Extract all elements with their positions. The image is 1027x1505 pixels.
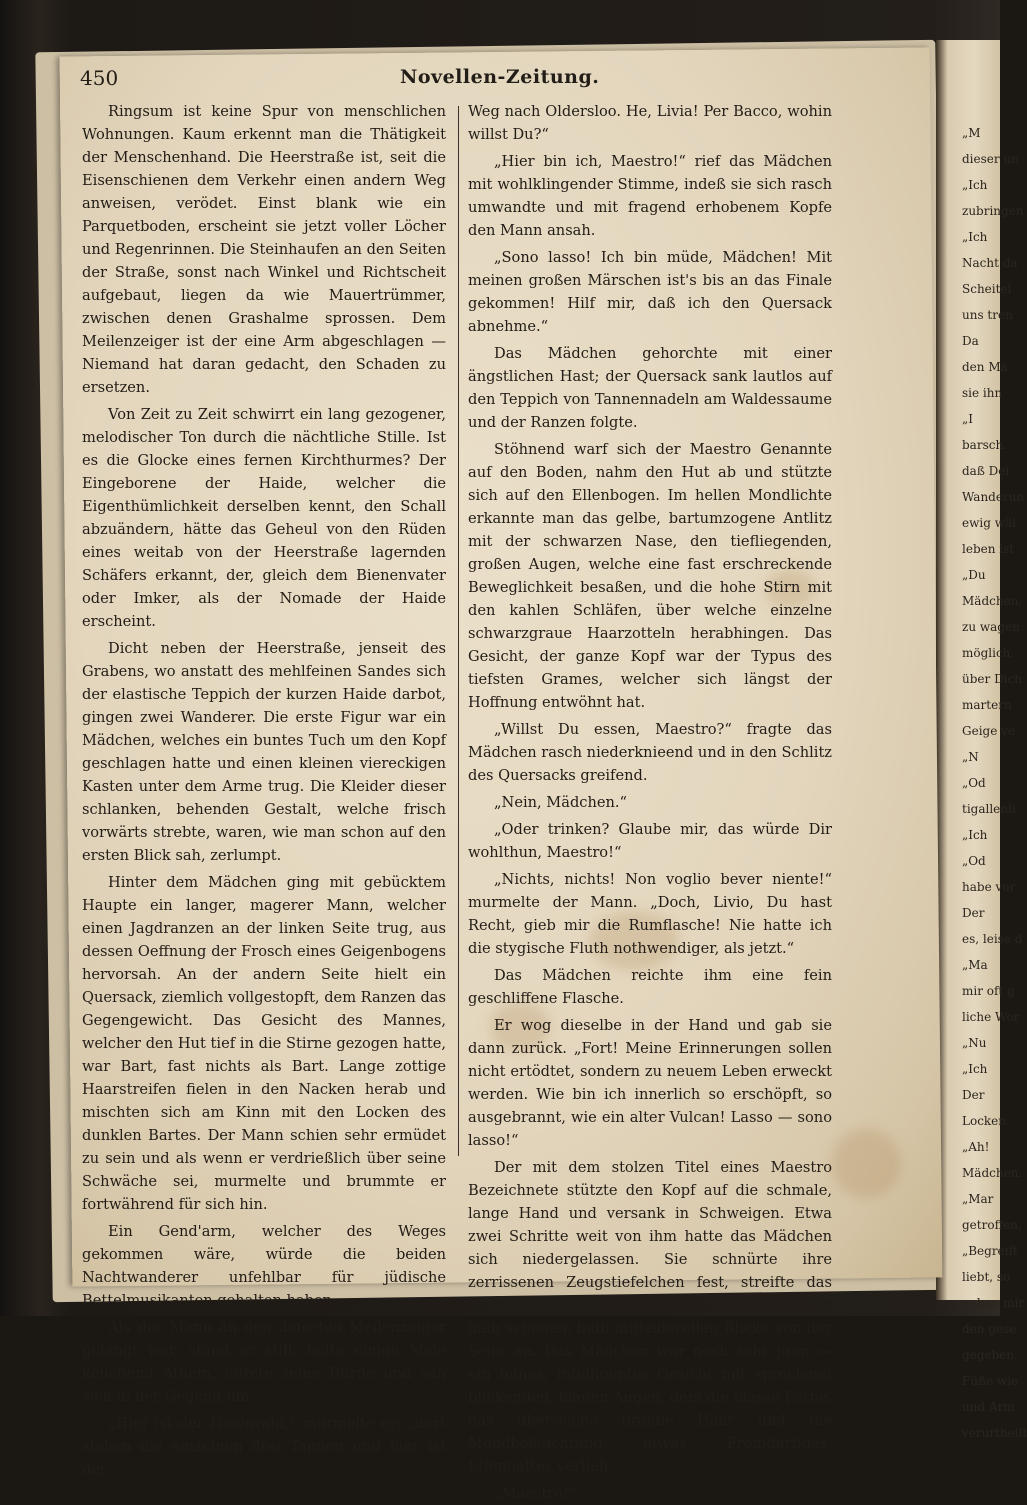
next-page-fragment: „M	[962, 126, 981, 140]
paragraph: „Hier bin ich, Maestro!“ rief das Mädchen mit wohlklingender Stimme, indeß sie sich rasch umwandte und mit fragend erhobenem Kopfe den Mann ansah.	[468, 153, 832, 239]
left-column	[82, 100, 446, 1481]
next-page-fragment: „Od	[962, 854, 986, 868]
next-page-fragment: gegeben.	[962, 1348, 1018, 1362]
next-page-fragment: dieser un	[962, 152, 1019, 166]
paragraph: Weg nach Oldersloo. He, Livia! Per Bacco, wohin willst Du?“	[468, 103, 832, 143]
paragraph: „Nichts, nichts! Non voglio bever niente!“ murmelte der Mann. „Doch, Livio, Du hast Recht, gieb mir die Rumflasche! Nie hatte ich die stygische Fluth nothwendiger, als jetzt.“	[468, 871, 832, 957]
next-page-fragment: tigallenli	[962, 802, 1016, 816]
next-page-fragment: „Od	[962, 776, 986, 790]
paragraph: „Oder trinken? Glaube mir, das würde Dir wohlthun, Maestro!“	[468, 821, 832, 861]
next-page-fragment: „Ma	[962, 958, 988, 972]
next-page-fragment: Geige ve	[962, 724, 1016, 738]
next-page-fragment: mir oft g	[962, 984, 1015, 998]
paragraph: Dicht neben der Heerstraße, jenseit des Grabens, wo anstatt des mehlfeinen Sandes sich der elastische Teppich der kurzen Haide darbot, gingen zwei Wanderer. Die erste Figur war ein Mädchen, welches ein buntes Tuch um den Kopf geschlagen hatte und einen kleinen viereckigen Kasten unter dem Arme trug. Die Kleider dieser schlanken, behenden Gestalt, welche frisch vorwärts strebte, waren, wie man schon auf den ersten Blick sah, zerlumpt.	[82, 640, 446, 864]
paragraph: Das Mädchen gehorchte mit einer ängstlichen Hast; der Quersack sank lautlos auf den Teppich von Tannennadeln am Waldessaume und der Ranzen folgte.	[468, 345, 832, 431]
next-page-fragment: möglich,	[962, 646, 1015, 660]
next-page-fragment: barsch.	[962, 438, 1007, 452]
paragraph: „Sono lasso! Ich bin müde, Mädchen! Mit meinen großen Märschen ist's bis an das Finale gekommen! Hilf mir, daß ich den Quersack abnehme.“	[468, 249, 832, 335]
paragraph: Ein Gend'arm, welcher des Weges gekommen wäre, würde die beiden Nachtwanderer unfehlbar für jüdische Bettelmusikanten gehalten haben.	[82, 1223, 446, 1309]
next-page-fragment: Wanderun	[962, 490, 1025, 504]
paper-stain	[831, 1128, 902, 1199]
next-page-fragment: verurtheilt	[962, 1426, 1027, 1440]
next-page-fragment: leben ist	[962, 542, 1015, 556]
paragraph: Stöhnend warf sich der Maestro Genannte auf den Boden, nahm den Hut ab und stützte sich auf den Ellenbogen. Im hellen Mondlichte erkannte man das gelbe, bartumzogene Antlitz mit der schwarzen Nase, den tiefliegenden, großen Augen, welche eine fast erschreckende Beweglichkeit besaßen, und die hohe Stirn mit den kahlen Schläfen, über welche einzelne schwarzgraue Haarzotteln herabhingen. Das Gesicht, der ganze Kopf war der Typus des tiefsten Grames, welcher sich längst der Hoffnung entwöhnt hat.	[468, 441, 832, 711]
next-page-fragment: Füße wie	[962, 1374, 1019, 1388]
next-page-fragment: Der	[962, 906, 985, 920]
next-page-fragment: getroffen,	[962, 1218, 1022, 1232]
next-page-fragment: martern	[962, 698, 1012, 712]
next-page-fragment: sie ihn	[962, 386, 1003, 400]
next-page-fragment: liebt, so	[962, 1270, 1011, 1284]
next-page-fragment: Da	[962, 334, 979, 348]
right-column	[468, 100, 832, 1505]
next-page-fragment: „I	[962, 412, 973, 426]
next-page-fragment: neben mir	[962, 1296, 1025, 1310]
next-page-fragment: daß Dei	[962, 464, 1010, 478]
next-page-fragment: Nacht da	[962, 256, 1018, 270]
next-page-fragment: „Begreift	[962, 1244, 1018, 1258]
next-page-fragment: „Ah!	[962, 1140, 990, 1154]
next-page-fragment: ewig wäl	[962, 516, 1016, 530]
paragraph: Ringsum ist keine Spur von menschlichen Wohnungen. Kaum erkennt man die Thätigkeit der Menschenhand. Die Heerstraße ist, seit die Eisenschienen dem Verkehr einen andern Weg anweisen, verödet. Einst blank wie ein Parquetboden, erscheint sie jetzt voller Löcher und Regenrinnen. Die Steinhaufen an den Seiten der Straße, sonst nach Winkel und Richtscheit aufgebaut, liegen da wie Mauertrümmer, zwischen denen Grashalme sprossen. Dem Meilenzeiger ist der eine Arm abgeschlagen — Niemand hat daran gedacht, den Schaden zu ersetzen.	[82, 103, 446, 396]
page-number: 450	[80, 66, 119, 90]
next-page-fragment: Mädchen,	[962, 594, 1023, 608]
paragraph: Er wog dieselbe in der Hand und gab sie dann zurück. „Fort! Meine Erinnerungen sollen nicht ertödtet, sondern zu neuem Leben erweckt werden. Wie bin ich innerlich so erschöpft, so ausgebrannt, wie ein alter Vulcan! Lasso — sono lasso!“	[468, 1017, 832, 1149]
next-page-fragment: Scheitel	[962, 282, 1012, 296]
paragraph: Von Zeit zu Zeit schwirrt ein lang gezogener, melodischer Ton durch die nächtliche Stille. Ist es die Glocke eines fernen Kirchthurmes? Der Eingeborene der Haide, welcher die Eigenthümlichkeit derselben kennt, den Schall abzuändern, hätte das Geheul von den Rüden eines weitab von der Heerstraße lagernden Schäfers erkannt, der, gleich dem Bienenvater oder Imker, als der Nomade der Haide erscheint.	[82, 406, 446, 630]
next-page-text-fragments	[936, 40, 1027, 1446]
next-page-fragment: habe vor	[962, 880, 1016, 894]
next-page-fragment: „Ich	[962, 828, 988, 842]
next-page-fragment: zu wagen	[962, 620, 1020, 634]
paragraph: Hinter dem Mädchen ging mit gebücktem Haupte ein langer, magerer Mann, welcher einen Jagdranzen an der linken Seite trug, aus dessen Oeffnung der Frosch eines Geigenbogens hervorsah. An der andern Seite hielt ein Quersack, ziemlich vollgestopft, dem Ranzen das Gegengewicht. Das Gesicht des Mannes, welcher den Hut tief in die Stirne gezogen hatte, war Bart, fast nichts als Bart. Lange zottige Haarstreifen fielen in den Nacken herab und mischten sich am Kinn mit den Locken des dunklen Bartes. Der Mann schien sehr ermüdet zu sein und als wenn er verdrießlich über seine Schwäche sei, murmelte und brummte er fortwährend für sich hin.	[82, 874, 446, 1213]
next-page-fragment: uns tren	[962, 308, 1013, 322]
paragraph: „Willst Du essen, Maestro?“ fragte das Mädchen rasch niederknieend und in den Schlitz des Quersacks greifend.	[468, 721, 832, 784]
next-page-fragment: „Ich	[962, 178, 988, 192]
next-page-fragment: „N	[962, 750, 979, 764]
paragraph: Als der Mann an den defecten Meilenzeiger gelangt war, stand er still, holte einige Male keuchend Athem, lüftete seine Bürde und sah sich in der Gegend um.	[82, 1319, 446, 1405]
next-page-fragment: liche Wor	[962, 1010, 1020, 1024]
page-header	[80, 66, 860, 96]
next-page-fragment: „Ich	[962, 230, 988, 244]
paragraph: „Nein, Mädchen.“	[494, 794, 628, 811]
next-page-fragment: Mädchen.	[962, 1166, 1023, 1180]
running-title: Novellen-Zeitung.	[400, 66, 600, 88]
paragraph: Das Mädchen reichte ihm eine fein geschliffene Flasche.	[468, 967, 832, 1007]
paragraph: Der mit dem stolzen Titel eines Maestro Bezeichnete stützte den Kopf auf die schmale, lange Hand und versank in Schweigen. Etwa zwei Schritte weit von ihm hatte das Mädchen sich niedergelassen. Sie schnürte ihre zerrissenen Zeugstiefelchen fest, streifte das Kopftuch ab und sah ihren Gefährten mit einem halb scheuen, halb mitleidsvollen Blicke von der Seite an. Das Mädchen war noch sehr jung — ein feines, intelligentes Gesicht mit sprechend blickenden, blauen Augen, dem die blasse Farbe, das überreiche braune Haar und die Mondbeleuchtung etwas Fremdartiges, Elfenhaftes verlieh.	[468, 1159, 832, 1475]
next-page-fragment: den Ma	[962, 360, 1008, 374]
paragraph: „Hier ist der Hochwald,“ murmelte er; „dort stehen die einzelnen drei Tannen und hier ist der	[82, 1415, 446, 1478]
next-page-fragment: den gese	[962, 1322, 1017, 1336]
next-page-fragment: über Dich	[962, 672, 1022, 686]
next-page-fragment: „Du	[962, 568, 986, 582]
next-page-fragment: zubringen	[962, 204, 1024, 218]
column-divider	[458, 106, 459, 1156]
next-page-fragment: und Arm	[962, 1400, 1015, 1414]
next-page-fragment: Der	[962, 1088, 985, 1102]
next-page-fragment: es, leise d	[962, 932, 1023, 946]
next-page-fragment: „Mar	[962, 1192, 994, 1206]
next-page-fragment: „Ich	[962, 1062, 988, 1076]
next-page-edge	[936, 40, 1027, 1440]
next-page-fragment: Locken.	[962, 1114, 1010, 1128]
next-page-fragment: „Nu	[962, 1036, 987, 1050]
paragraph: „Maestro!“	[494, 1485, 577, 1502]
